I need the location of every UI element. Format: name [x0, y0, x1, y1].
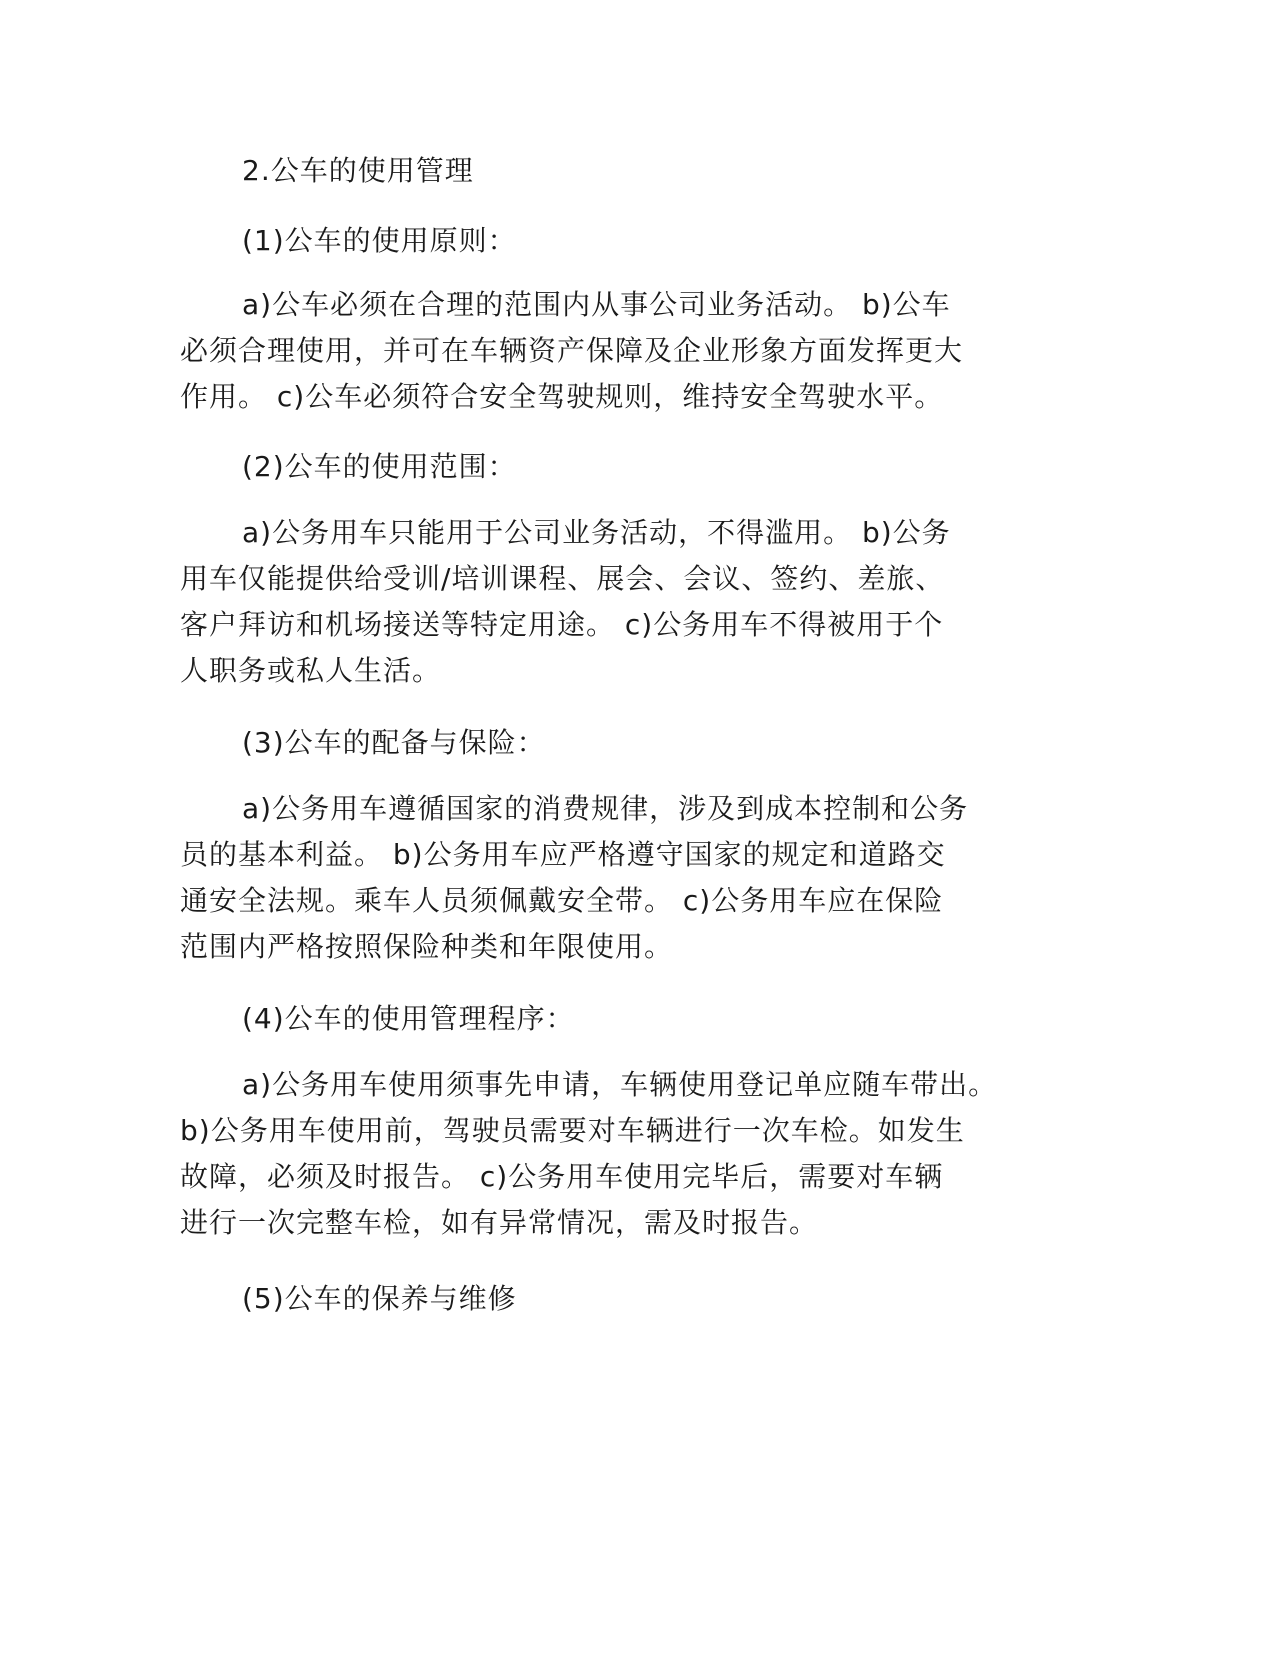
subsection-heading-2: (2)公车的使用范围：	[242, 450, 517, 483]
body-line: b)公务用车使用前，驾驶员需要对车辆进行一次车检。如发生	[180, 1114, 965, 1147]
body-line: 通安全法规。乘车人员须佩戴安全带。 c)公务用车应在保险	[180, 884, 944, 917]
body-line: 作用。 c)公车必须符合安全驾驶规则，维持安全驾驶水平。	[180, 380, 944, 413]
section-title: 2.公车的使用管理	[242, 154, 474, 187]
body-line: 员的基本利益。 b)公务用车应严格遵守国家的规定和道路交	[180, 838, 946, 871]
body-line: 必须合理使用，并可在车辆资产保障及企业形象方面发挥更大	[180, 334, 964, 367]
subsection-body-4	[180, 1062, 1080, 1246]
body-line: 进行一次完整车检，如有异常情况，需及时报告。	[180, 1206, 819, 1239]
subsection-body-1	[180, 282, 1080, 420]
body-line: a)公车必须在合理的范围内从事公司业务活动。 b)公车	[242, 288, 951, 321]
body-line: 范围内严格按照保险种类和年限使用。	[180, 930, 674, 963]
body-line: 故障，必须及时报告。 c)公务用车使用完毕后，需要对车辆	[180, 1160, 944, 1193]
subsection-heading-3: (3)公车的配备与保险：	[242, 726, 546, 759]
subsection-body-3	[180, 786, 1080, 970]
subsection-heading-5: (5)公车的保养与维修	[242, 1282, 517, 1315]
body-line: a)公务用车使用须事先申请，车辆使用登记单应随车带出。	[242, 1068, 998, 1101]
subsection-heading-4: (4)公车的使用管理程序：	[242, 1002, 575, 1035]
body-line: a)公务用车遵循国家的消费规律，涉及到成本控制和公务	[242, 792, 969, 825]
subsection-heading-1: (1)公车的使用原则：	[242, 224, 517, 257]
body-line: 人职务或私人生活。	[180, 654, 442, 687]
body-line: 客户拜访和机场接送等特定用途。 c)公务用车不得被用于个	[180, 608, 944, 641]
subsection-body-2	[180, 510, 1080, 694]
body-line: 用车仅能提供给受训/培训课程、展会、会议、签约、差旅、	[180, 562, 945, 595]
body-line: a)公务用车只能用于公司业务活动，不得滥用。 b)公务	[242, 516, 951, 549]
